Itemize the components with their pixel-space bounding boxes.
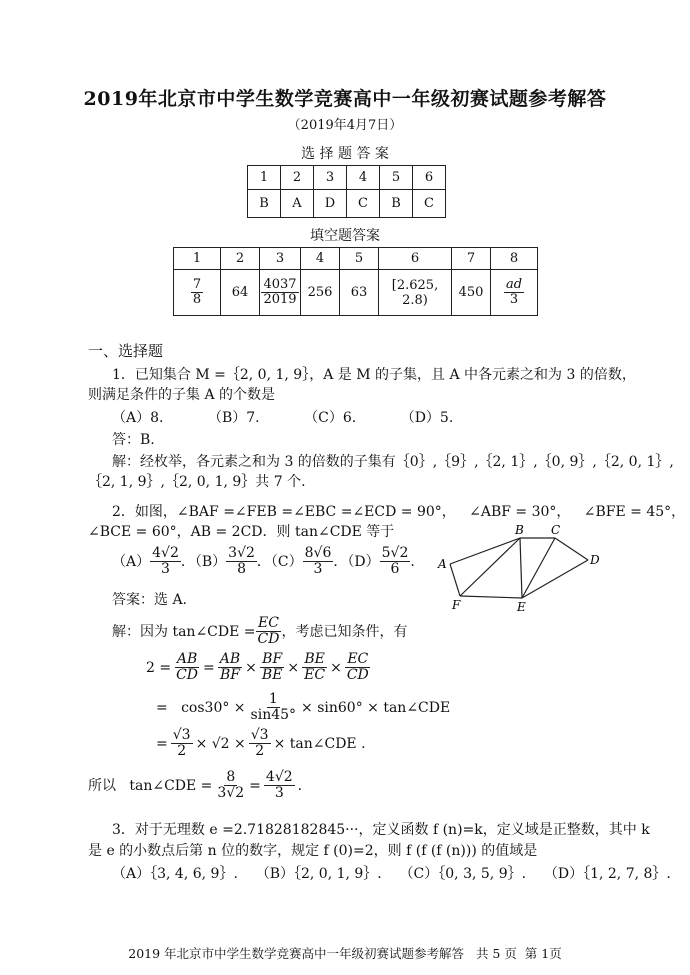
q2-opt-end: . [410, 553, 415, 570]
fill-answer-6: [2.625, 2.8) [379, 270, 452, 316]
label-c: C [551, 524, 561, 537]
eq1-f4-num: BE [304, 651, 325, 667]
eq1-f3-den: BE [261, 667, 283, 684]
concl-f1-den: 3√2 [217, 785, 245, 802]
choice-answer-5: B [380, 190, 413, 218]
eq2-den: sin45° [250, 707, 297, 724]
choice-answer-6: C [413, 190, 446, 218]
eq1-f2-num: AB [219, 651, 241, 667]
eq3-f1-den: 2 [177, 743, 187, 760]
q2-opt-b-num: 3√2 [228, 545, 255, 561]
choice-answer-3: D [314, 190, 347, 218]
q2-equation-3 [156, 728, 366, 760]
segment-bf [460, 538, 520, 596]
concl-f1-num: 8 [226, 769, 236, 785]
q2-opt-a-num: 4√2 [152, 545, 179, 561]
eq1-times-1: × [245, 659, 257, 676]
q3-line1: 3．对于无理数 e =2.71828182845···，定义函数 f (n)=k，定义域是正整数，其中 k [112, 822, 650, 838]
choice-num-5: 5 [380, 166, 413, 190]
q3-line2: 是 e 的小数点后第 n 位的数字，规定 f (0)=2，则 f (f (f (n))) 的值域是 [88, 843, 538, 859]
q1-answer: 答：B. [112, 432, 155, 448]
q2-opt-c-num: 8√6 [304, 545, 332, 561]
fill-answer-1 [174, 270, 221, 316]
choice-answer-4: C [347, 190, 380, 218]
q1-solution-line2: ｛2, 1, 9｝,｛2, 0, 1, 9｝共 7 个. [88, 474, 306, 490]
q1-solution-line1: 解：经枚举，各元素之和为 3 的倍数的子集有｛0｝,｛9｝,｛2, 1｝,｛0, 9｝,｛2, 0, 1｝, [112, 454, 674, 470]
q2-opt-b-den: 8 [237, 561, 246, 578]
q2-sol-den: CD [257, 631, 280, 648]
q2-sol-num: EC [258, 615, 279, 631]
eq1-f3-num: BF [262, 651, 283, 667]
segment-ab [450, 538, 520, 564]
choice-answer-table [247, 165, 446, 218]
segment-be [520, 538, 522, 598]
q3-options: （A）｛3, 4, 6, 9｝. （B）｛2, 0, 1, 9｝. （C）｛0, 3, 5, 9｝. （D）｛1, 2, 7, 8｝. [112, 866, 671, 882]
choice-answer-1: B [248, 190, 281, 218]
fill-answer-3 [260, 270, 301, 316]
fill-a8-den: 3 [509, 292, 519, 307]
fill-a3-den: 2019 [263, 292, 297, 307]
segment-cd [555, 538, 588, 560]
q1-options: （A）8. （B）7. （C）6. （D）5. [112, 410, 454, 426]
q2-equation-1 [146, 652, 371, 684]
eq1-lhs: 2 = [146, 659, 172, 676]
label-d: D [590, 553, 600, 567]
fill-num-1: 1 [174, 248, 221, 270]
fill-a1-num: 7 [192, 276, 202, 292]
eq1-f1-num: AB [176, 651, 198, 667]
eq1-f1-den: CD [176, 667, 199, 684]
page-title: 2019年北京市中学生数学竞赛高中一年级初赛试题参考解答 [83, 88, 607, 110]
eq3-f2-num: √3 [250, 727, 269, 743]
q2-solution-intro [112, 616, 407, 648]
label-e: E [517, 600, 526, 614]
fill-a8-num: ad [505, 276, 523, 292]
q2-opt-a-label: （A） [112, 553, 151, 570]
q2-opt-a-den: 3 [161, 561, 170, 578]
choice-num-3: 3 [314, 166, 347, 190]
q2-sol-pre: 解：因为 tan∠CDE = [112, 623, 256, 640]
q1-line1: 1．已知集合 M =｛2, 0, 1, 9｝，A 是 M 的子集，且 A 中各元素之和为 3 的倍数， [112, 367, 636, 383]
fill-num-6: 6 [379, 248, 452, 270]
q2-opt-b-label: ．（B） [180, 553, 227, 570]
fill-num-2: 2 [221, 248, 260, 270]
eq1-f2-den: BF [219, 667, 240, 684]
fill-num-5: 5 [340, 248, 379, 270]
fill-a3-num: 4037 [263, 276, 297, 292]
section-heading: 一、选择题 [88, 342, 164, 360]
fill-answer-8 [491, 270, 538, 316]
q2-line1: 2．如图，∠BAF =∠FEB =∠EBC =∠ECD = 90°， ∠ABF = 30°， ∠BFE = 45°， [112, 504, 686, 520]
q2-opt-d-label: ．（D） [333, 553, 380, 570]
q2-conclusion [88, 770, 302, 802]
q2-options [112, 546, 415, 578]
choice-caption: 选 择 题 答 案 [301, 146, 389, 162]
choice-num-2: 2 [281, 166, 314, 190]
q2-answer: 答案：选 A. [112, 592, 188, 608]
eq3-post: × tan∠CDE . [273, 735, 366, 752]
fill-answer-4: 256 [301, 270, 340, 316]
choice-num-1: 1 [248, 166, 281, 190]
eq1-times-2: × [287, 659, 300, 676]
eq2-num: 1 [268, 691, 278, 707]
label-b: B [515, 524, 524, 537]
q1-line2: 则满足条件的子集 A 的个数是 [88, 387, 276, 403]
eq1-equals: = [203, 659, 215, 676]
eq1-f4-den: EC [304, 667, 326, 684]
q2-opt-d-den: 6 [390, 561, 400, 578]
eq1-times-3: × [330, 659, 342, 676]
fill-a1-den: 8 [192, 292, 202, 307]
concl-pre: 所以 tan∠CDE = [88, 777, 213, 794]
choice-num-6: 6 [413, 166, 446, 190]
concl-end: . [297, 777, 303, 794]
fill-answer-5: 63 [340, 270, 379, 316]
eq1-f5-num: EC [347, 651, 369, 667]
eq3-f2-den: 2 [255, 743, 265, 760]
fill-num-4: 4 [301, 248, 340, 270]
segment-ef [460, 596, 522, 598]
choice-answer-2: A [281, 190, 314, 218]
concl-equals: = [249, 777, 261, 794]
label-f: F [452, 598, 461, 612]
eq2-post: × sin60° × tan∠CDE [301, 699, 451, 716]
fill-caption: 填空题答案 [310, 228, 380, 244]
eq3-mid: × √2 × [195, 735, 246, 752]
fill-answer-7: 450 [452, 270, 491, 316]
exam-date: （2019年4月7日） [287, 118, 403, 133]
choice-num-4: 4 [347, 166, 380, 190]
q2-sol-post: ，考虑已知条件，有 [281, 623, 408, 640]
fill-num-3: 3 [260, 248, 301, 270]
fill-num-7: 7 [452, 248, 491, 270]
eq3-pre: = [156, 735, 168, 752]
segment-fa [450, 564, 460, 596]
q2-equation-2 [156, 692, 450, 724]
geometry-figure [430, 524, 610, 614]
q2-opt-c-den: 3 [313, 561, 323, 578]
fill-answer-2: 64 [221, 270, 260, 316]
eq1-f5-den: CD [346, 667, 369, 684]
q2-opt-c-label: ．（C） [256, 553, 303, 570]
concl-f2-num: 4√2 [265, 769, 293, 785]
concl-f2-den: 3 [274, 785, 284, 802]
fill-num-8: 8 [491, 248, 538, 270]
label-a: A [438, 557, 447, 571]
eq2-pre: = cos30° × [156, 699, 246, 716]
page-footer: 2019 年北京市中学生数学竞赛高中一年级初赛试题参考解答 共 5 页 第 1页 [128, 946, 562, 961]
eq3-f1-num: √3 [172, 727, 191, 743]
q2-opt-d-num: 5√2 [381, 545, 409, 561]
q2-line2: ∠BCE = 60°，AB = 2CD．则 tan∠CDE 等于 [88, 524, 395, 540]
fill-answer-table [173, 247, 538, 316]
